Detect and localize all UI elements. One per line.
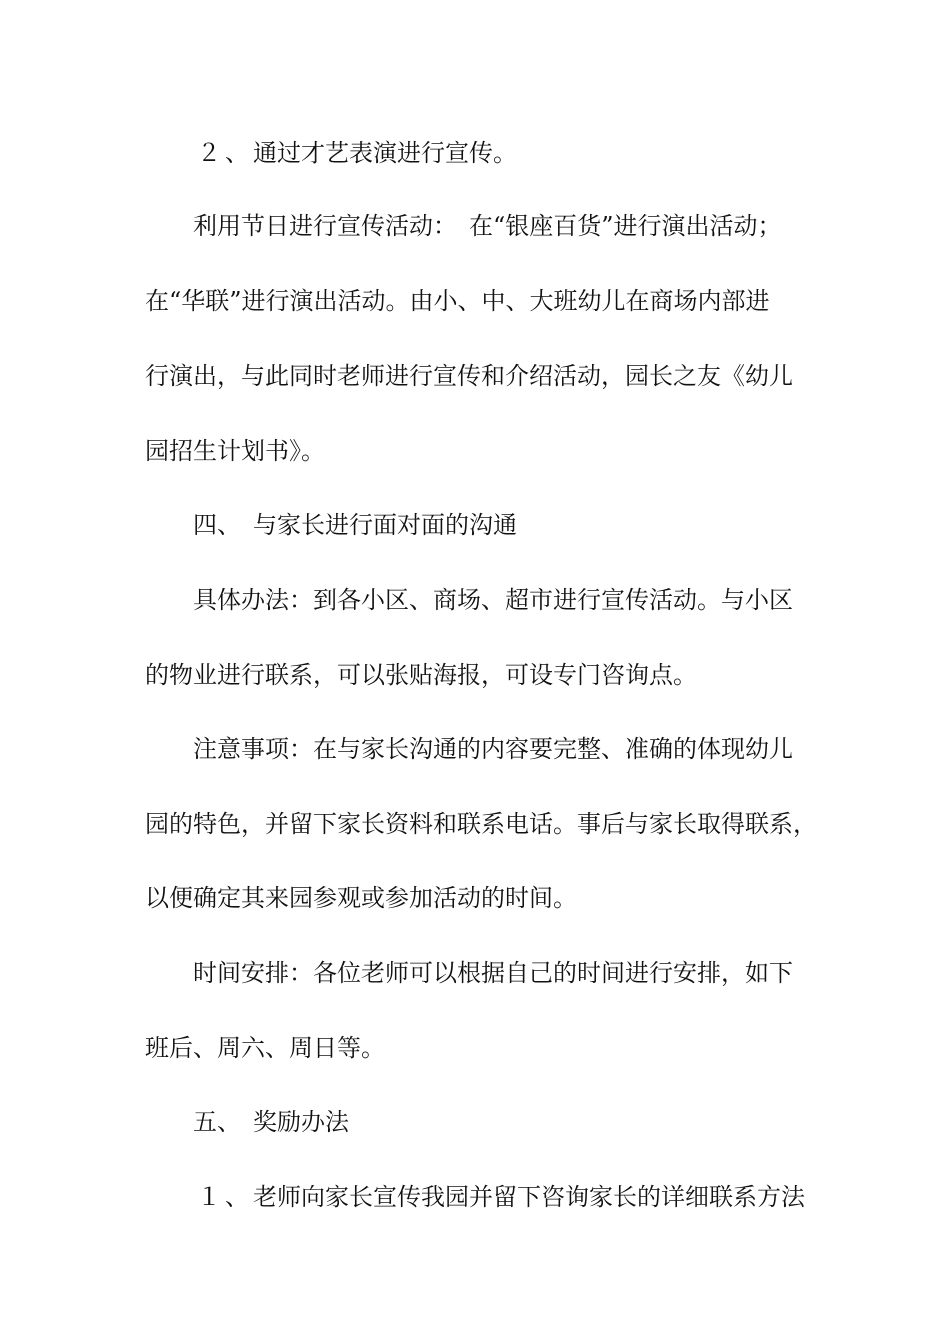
paragraph-line: 具体办法：到各小区、商场、超市进行宣传活动。与小区	[193, 586, 793, 614]
list-text: 通过才艺表演进行宣传。	[253, 139, 517, 167]
list-number: １	[197, 1183, 221, 1211]
paragraph-line: 时间安排：各位老师可以根据自己的时间进行安排，如下	[193, 959, 793, 987]
list-text: 老师向家长宣传我园并留下咨询家长的详细联系方法	[253, 1183, 805, 1211]
list-item-2	[193, 133, 873, 173]
paragraph-line: 园的特色，并留下家长资料和联系电话。事后与家长取得联系，	[145, 810, 817, 838]
paragraph-line: 在“华联”进行演出活动。由小、中、大班幼儿在商场内部进	[145, 287, 770, 315]
list-item-1	[193, 1177, 873, 1217]
list-number: ２	[197, 139, 221, 167]
paragraph-line: 的物业进行联系，可以张贴海报，可设专门咨询点。	[145, 661, 697, 689]
paragraph-line: 行演出，与此同时老师进行宣传和介绍活动，园长之友《幼儿	[145, 362, 793, 390]
paragraph-line: 注意事项：在与家长沟通的内容要完整、准确的体现幼儿	[193, 735, 793, 763]
list-separator: 、	[225, 1183, 249, 1211]
paragraph-line: 以便确定其来园参观或参加活动的时间。	[145, 884, 577, 912]
paragraph-line: 利用节日进行宣传活动： 在“银座百货”进行演出活动；	[193, 212, 782, 240]
list-separator: 、	[225, 139, 249, 167]
section-heading-4: 四、 与家长进行面对面的沟通	[193, 511, 517, 539]
paragraph-line: 班后、周六、周日等。	[145, 1034, 385, 1062]
paragraph-line: 园招生计划书》。	[145, 437, 325, 465]
section-heading-5: 五、 奖励办法	[193, 1108, 349, 1136]
